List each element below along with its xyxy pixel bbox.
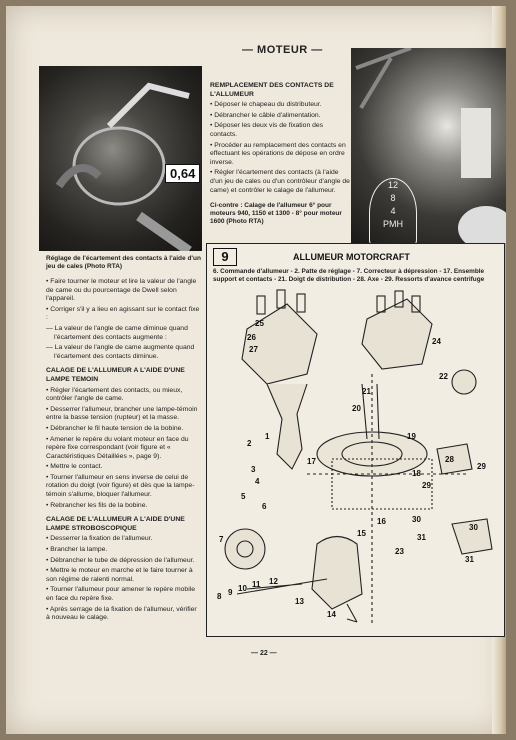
callout-15: 15 (357, 529, 366, 538)
strobe-step: • Desserrer la fixation de l'allumeur. (46, 535, 153, 543)
callout-29b: 29 (422, 481, 431, 490)
test-lamp-step: • Amener le repère du volant moteur en face du repère fixe correspondant (voir figure et « Caractéristiques Détaillées », page 9). (46, 435, 189, 460)
callout-12: 12 (269, 577, 278, 586)
callout-14: 14 (327, 610, 336, 619)
callout-8: 8 (217, 592, 222, 601)
test-lamp-step: • Régler l'écartement des contacts, ou mieux, contrôler l'angle de came. (46, 386, 183, 403)
callout-28: 28 (445, 455, 454, 464)
dwell-note: — La valeur de l'angle de came augmente quand l'écartement des contacts diminue. (46, 344, 195, 360)
strobe-step: • Brancher la lampe. (46, 546, 108, 554)
test-lamp-step: • Débrancher le fil haute tension de la bobine. (46, 424, 184, 432)
timing-mark-4: 4 (390, 206, 396, 216)
callout-9: 9 (228, 588, 233, 597)
callout-10: 10 (238, 584, 247, 593)
test-lamp-step: • Rebrancher les fils de la bobine. (46, 501, 148, 509)
callout-29a: 29 (477, 462, 486, 471)
replacement-step: • Déposer le chapeau du distributeur. (210, 101, 322, 109)
dwell-step: • Corriger s'il y a lieu en agissant sur le contact fixe : (46, 305, 200, 322)
callout-30b: 30 (469, 523, 478, 532)
exploded-view-drawing (207, 244, 504, 636)
figure-title: ALLUMEUR MOTORCRAFT (293, 252, 410, 262)
page (6, 6, 506, 734)
callout-2: 2 (247, 439, 252, 448)
callout-25: 25 (255, 319, 264, 328)
callout-16: 16 (377, 517, 386, 526)
column-contact-replacement (210, 76, 350, 197)
strobe-step: • Débrancher le tube de dépression de l'allumeur. (46, 556, 195, 564)
callout-18: 18 (412, 469, 421, 478)
callout-22: 22 (439, 372, 448, 381)
timing-scale (369, 178, 417, 243)
page-header: — MOTEUR — (242, 44, 323, 56)
replacement-step: • Procéder au remplacement des contacts en effectuant les opérations de dépose en ordre inverse. (210, 141, 346, 166)
section-title-replacement: REMPLACEMENT DES CONTACTS DE L'ALLUMEUR (210, 82, 334, 98)
callout-6: 6 (262, 502, 267, 511)
section-title-strobe: CALAGE DE L'ALLUMEUR A L'AIDE D'UNE LAMPE STROBOSCOPIQUE (46, 516, 185, 532)
callout-19: 19 (407, 432, 416, 441)
callout-1: 1 (265, 432, 270, 441)
gauge-value-label: 0,64 (165, 164, 200, 183)
callout-26: 26 (247, 333, 256, 342)
replacement-step: • Débrancher le câble d'alimentation. (210, 111, 321, 119)
timing-mark-12: 12 (387, 180, 398, 190)
callout-3: 3 (251, 465, 256, 474)
test-lamp-step: • Tourner l'allumeur en sens inverse de celui de rotation du doigt (voir figure) et dès que la lampe-témoin s'allume, bloquer l'allumeur. (46, 473, 195, 499)
photo-timing-marks (351, 48, 506, 243)
figure-legend: 6. Commande d'allumeur - 2. Patte de réglage - 7. Correcteur à dépression - 17. Ensemble support et contacts - 21. Doigt de distribution - 28. Axe - 29. Ressorts d'avance centrifuge (213, 268, 485, 283)
test-lamp-step: • Desserrer l'allumeur, brancher une lampe-témoin entre la basse tension (rupteur) et la masse. (46, 405, 198, 422)
dwell-note: — La valeur de l'angle de came diminue quand l'écartement des contacts augmente : (46, 324, 188, 341)
replacement-step: • Régler l'écartement des contacts (à l'aide d'un jeu de cales ou d'un contrôleur d'angle de came) et contrôler le calage de l'allumeur. (210, 169, 350, 194)
dwell-step: • Faire tourner le moteur et lire la valeur de l'angle de came ou du pourcentage de Dwell selon l'appareil. (46, 278, 197, 303)
photo1-caption: Réglage de l'écartement des contacts à l'aide d'un jeu de cales (Photo RTA) (46, 255, 201, 270)
strobe-step: • Mettre le moteur en marche et le faire tourner à son régime de ralenti normal. (46, 567, 193, 583)
callout-23: 23 (395, 547, 404, 556)
callout-20: 20 (352, 404, 361, 413)
callout-24: 24 (432, 337, 441, 346)
figure-distributor-exploded (206, 243, 505, 637)
strobe-step: • Tourner l'allumeur pour amener le repère mobile en face du repère fixe. (46, 586, 196, 602)
column-timing-text (46, 278, 201, 625)
callout-31a: 31 (417, 533, 426, 542)
replacement-step: • Déposer les deux vis de fixation des contacts. (210, 122, 324, 138)
callout-4: 4 (255, 477, 260, 486)
timing-mark-pmh: PMH (383, 219, 403, 229)
photo2-caption: Ci-contre : Calage de l'allumeur 6° pour moteurs 940, 1150 et 1300 - 8° pour moteur 1600 (Photo RTA) (210, 202, 342, 225)
callout-5: 5 (241, 492, 246, 501)
section-title-test-lamp: CALAGE DE L'ALLUMEUR A L'AIDE D'UNE LAMPE TEMOIN (46, 367, 185, 383)
page-number: — 22 — (251, 650, 277, 657)
callout-17: 17 (307, 457, 316, 466)
photo-contact-gap (39, 66, 202, 251)
timing-mark-8: 8 (390, 193, 396, 203)
callout-30a: 30 (412, 515, 421, 524)
callout-21: 21 (362, 387, 371, 396)
callout-27: 27 (249, 345, 258, 354)
test-lamp-step: • Mettre le contact. (46, 463, 103, 471)
callout-31b: 31 (465, 555, 474, 564)
callout-7: 7 (219, 535, 224, 544)
callout-11: 11 (252, 580, 261, 589)
photo-contact-gap-drawing (39, 66, 202, 251)
strobe-step: • Après serrage de la fixation de l'allumeur, vérifier à nouveau le calage. (46, 605, 197, 622)
callout-13: 13 (295, 597, 304, 606)
figure-number: 9 (213, 248, 237, 266)
